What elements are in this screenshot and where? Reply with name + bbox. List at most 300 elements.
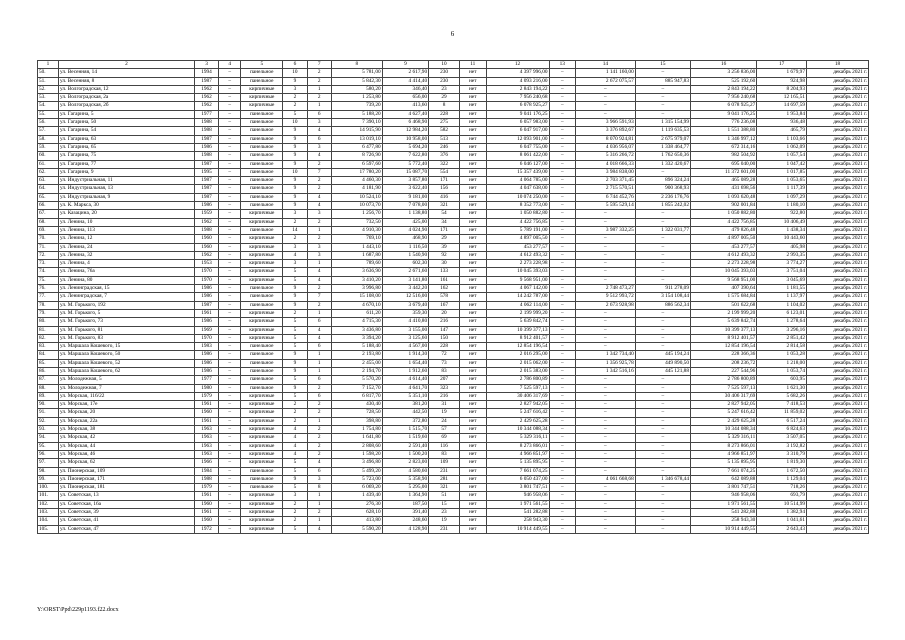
table-cell: нет: [460, 260, 487, 268]
table-cell: 1962: [194, 94, 218, 102]
table-cell: 2: [283, 517, 307, 525]
table-cell: 5: [283, 343, 307, 351]
table-cell: декабрь 2021 г.: [806, 218, 868, 226]
table-cell: 4: [307, 525, 331, 533]
table-cell: 10 914 449,55: [486, 525, 549, 533]
table-cell: 5 499,20: [331, 467, 382, 475]
table-cell: 10 514,99: [757, 500, 807, 508]
table-cell: –: [576, 334, 636, 342]
table-cell: –: [576, 442, 636, 450]
table-cell: 1 672,50: [757, 467, 807, 475]
table-cell: –: [219, 459, 241, 467]
table-cell: 5 316 266,72: [576, 152, 636, 160]
table-row: [38, 334, 869, 342]
table-cell: –: [219, 69, 241, 77]
table-cell: 513: [429, 135, 460, 143]
table-cell: 228: [429, 110, 460, 118]
table-cell: 3 774,27: [757, 260, 807, 268]
table-cell: ул. Индустриальная, 11: [58, 177, 194, 185]
table-row: [38, 417, 869, 425]
table-cell: 449 890,50: [635, 359, 690, 367]
table-cell: 7: [307, 293, 331, 301]
table-cell: нет: [460, 69, 487, 77]
table-cell: 84.: [38, 351, 59, 359]
table-cell: ул. Пионерская, 109: [58, 467, 194, 475]
table-cell: 5 590,20: [331, 525, 382, 533]
table-cell: 72: [429, 351, 460, 359]
table-cell: кирпичные: [241, 401, 283, 409]
table-row: [38, 268, 869, 276]
table-cell: 2 194,70: [331, 367, 382, 375]
table-cell: кирпичные: [241, 94, 283, 102]
table-cell: 14: [283, 226, 307, 234]
column-number-10: 10: [429, 61, 460, 69]
table-cell: 5 247 616,42: [690, 409, 756, 417]
table-cell: 9: [283, 177, 307, 185]
table-cell: 31: [429, 401, 460, 409]
table-cell: –: [549, 426, 576, 434]
table-cell: 1986: [194, 318, 218, 326]
table-cell: панельное: [241, 467, 283, 475]
table-cell: 3 622,40: [382, 185, 428, 193]
table-cell: 1962: [194, 218, 218, 226]
table-cell: декабрь 2021 г.: [806, 484, 868, 492]
table-cell: –: [219, 492, 241, 500]
table-cell: 187,50: [382, 500, 428, 508]
table-cell: 1 053,65: [757, 177, 807, 185]
table-cell: –: [576, 309, 636, 317]
table-cell: ул. Гагарина, 75: [58, 152, 194, 160]
table-cell: нет: [460, 285, 487, 293]
table-cell: 1961: [194, 509, 218, 517]
table-cell: 1963: [194, 450, 218, 458]
table-cell: 4 612 493,32: [486, 251, 549, 259]
table-cell: 3 141,80: [382, 276, 428, 284]
table-cell: 4 897 005,50: [486, 235, 549, 243]
table-cell: 62.: [38, 168, 59, 176]
table-cell: 628,10: [331, 509, 382, 517]
table-cell: –: [635, 509, 690, 517]
table-cell: 1 093 620,48: [690, 193, 756, 201]
table-cell: 53.: [38, 94, 59, 102]
table-cell: 2: [307, 409, 331, 417]
table-cell: 6 123,01: [757, 309, 807, 317]
table-cell: 3 496,80: [331, 459, 382, 467]
table-cell: кирпичные: [241, 218, 283, 226]
table-row: [38, 152, 869, 160]
table-cell: 4 641,70: [382, 384, 428, 392]
table-cell: 64.: [38, 185, 59, 193]
table-cell: –: [635, 326, 690, 334]
table-cell: 15: [429, 500, 460, 508]
table-cell: нет: [460, 193, 487, 201]
table-cell: панельное: [241, 301, 283, 309]
table-cell: –: [219, 359, 241, 367]
table-cell: декабрь 2021 г.: [806, 119, 868, 127]
table-cell: 1953: [194, 260, 218, 268]
table-cell: 275: [429, 119, 460, 127]
table-cell: 6 597,60: [331, 160, 382, 168]
table-cell: 1977: [194, 376, 218, 384]
table-cell: 728,50: [331, 409, 382, 417]
table-cell: 2 823,00: [382, 459, 428, 467]
table-row: [38, 467, 869, 475]
table-cell: –: [549, 401, 576, 409]
table-cell: 10 399 377,13: [690, 326, 756, 334]
table-cell: 1987: [194, 135, 218, 143]
table-cell: –: [576, 426, 636, 434]
table-cell: –: [549, 409, 576, 417]
table-cell: 29: [429, 94, 460, 102]
table-cell: 6 824,63: [757, 426, 807, 434]
table-row: [38, 343, 869, 351]
table-cell: 7 661 074,25: [486, 467, 549, 475]
table-row: [38, 326, 869, 334]
table-cell: –: [635, 442, 690, 450]
table-row: [38, 251, 869, 259]
table-cell: –: [635, 235, 690, 243]
table-cell: кирпичные: [241, 251, 283, 259]
table-cell: 9: [283, 367, 307, 375]
table-cell: ул. К. Маркса, 30: [58, 202, 194, 210]
table-cell: 60.: [38, 152, 59, 160]
table-cell: кирпичные: [241, 492, 283, 500]
table-cell: 3 310,79: [757, 450, 807, 458]
table-cell: 656,00: [382, 94, 428, 102]
table-row: [38, 110, 869, 118]
table-cell: декабрь 2021 г.: [806, 85, 868, 93]
table-row: [38, 384, 869, 392]
table-cell: 2: [283, 417, 307, 425]
table-row: [38, 185, 869, 193]
table-cell: 2: [307, 384, 331, 392]
table-cell: 80.: [38, 318, 59, 326]
table-cell: 104.: [38, 517, 59, 525]
table-row: [38, 285, 869, 293]
table-cell: 13 019,10: [331, 135, 382, 143]
table-cell: 100.: [38, 484, 59, 492]
table-cell: 2: [307, 434, 331, 442]
table-cell: 2: [283, 102, 307, 110]
table-cell: ул. Маршала Кошевого, 62: [58, 367, 194, 375]
table-cell: 1 382,94: [757, 509, 807, 517]
table-cell: –: [219, 351, 241, 359]
table-cell: 5 135 895,95: [690, 459, 756, 467]
table-cell: 5: [283, 392, 307, 400]
table-cell: 6: [307, 376, 331, 384]
table-cell: –: [549, 119, 576, 127]
table-cell: 66.: [38, 202, 59, 210]
table-cell: 6 047 755,00: [486, 143, 549, 151]
table-cell: 4: [283, 251, 307, 259]
table-cell: –: [219, 77, 241, 85]
table-cell: 116: [429, 442, 460, 450]
table-cell: –: [576, 517, 636, 525]
table-row: [38, 202, 869, 210]
table-cell: –: [549, 525, 576, 533]
table-cell: –: [219, 218, 241, 226]
table-cell: 57.: [38, 127, 59, 135]
table-cell: панельное: [241, 293, 283, 301]
table-cell: 776 236,08: [690, 119, 756, 127]
table-cell: 12 516,00: [382, 293, 428, 301]
table-cell: 946 958,06: [690, 492, 756, 500]
table-cell: 4: [307, 152, 331, 160]
table-cell: 73: [429, 359, 460, 367]
table-cell: –: [635, 110, 690, 118]
table-cell: кирпичные: [241, 334, 283, 342]
table-cell: 2: [307, 401, 331, 409]
table-cell: 3 442,20: [382, 285, 428, 293]
table-cell: 2: [283, 309, 307, 317]
table-cell: 9: [283, 135, 307, 143]
table-cell: 1 117,39: [757, 185, 807, 193]
table-cell: нет: [460, 326, 487, 334]
table-cell: –: [549, 168, 576, 176]
table-cell: 105.: [38, 525, 59, 533]
table-cell: 1 181,55: [757, 285, 807, 293]
table-cell: 732,50: [331, 218, 382, 226]
table-cell: ул. Советская, 13: [58, 492, 194, 500]
table-cell: 376: [429, 152, 460, 160]
table-cell: 216: [429, 392, 460, 400]
table-cell: 6 069,20: [331, 484, 382, 492]
table-cell: 2 236 176,76: [635, 193, 690, 201]
table-cell: 3 801 747,51: [486, 484, 549, 492]
table-cell: –: [635, 251, 690, 259]
table-row: [38, 309, 869, 317]
housing-repair-table: [37, 60, 869, 534]
table-cell: –: [576, 376, 636, 384]
table-row: [38, 218, 869, 226]
table-row: [38, 484, 869, 492]
table-cell: 4: [283, 442, 307, 450]
table-cell: ул. Казацина, 20: [58, 210, 194, 218]
table-cell: 7 956 240,68: [690, 94, 756, 102]
table-cell: –: [219, 301, 241, 309]
table-cell: –: [576, 102, 636, 110]
table-cell: 4 670,10: [331, 301, 382, 309]
table-cell: нет: [460, 110, 487, 118]
table-cell: 2 273 228,98: [486, 260, 549, 268]
table-cell: 1 041,61: [757, 517, 807, 525]
table-cell: –: [219, 293, 241, 301]
table-cell: 51.: [38, 77, 59, 85]
table-cell: 6 050 437,00: [486, 475, 549, 483]
table-cell: 54: [429, 210, 460, 218]
table-cell: 10 344 088,34: [486, 426, 549, 434]
table-cell: декабрь 2021 г.: [806, 343, 868, 351]
table-cell: 1 141 160,00: [576, 69, 636, 77]
table-cell: кирпичные: [241, 102, 283, 110]
table-cell: –: [549, 202, 576, 210]
table-cell: 9: [283, 185, 307, 193]
table-cell: –: [576, 218, 636, 226]
table-cell: 156: [429, 185, 460, 193]
table-cell: панельное: [241, 475, 283, 483]
table-cell: 5 188,20: [331, 110, 382, 118]
table-cell: –: [635, 484, 690, 492]
table-cell: ул. Морская, 46: [58, 450, 194, 458]
table-cell: 3 996,80: [331, 285, 382, 293]
table-cell: 1 047,42: [757, 160, 807, 168]
table-cell: –: [549, 301, 576, 309]
table-cell: 1988: [194, 127, 218, 135]
table-row: [38, 69, 869, 77]
table-row: [38, 293, 869, 301]
table-cell: 1 687,80: [331, 251, 382, 259]
table-cell: 8 061 422,00: [486, 152, 549, 160]
table-cell: ул. Молодежная, 7: [58, 384, 194, 392]
table-cell: 4 580,60: [382, 467, 428, 475]
table-cell: 1 443,10: [331, 243, 382, 251]
table-cell: 9: [283, 160, 307, 168]
table-cell: декабрь 2021 г.: [806, 168, 868, 176]
table-cell: 885 947,83: [635, 77, 690, 85]
table-cell: 4: [283, 426, 307, 434]
table-cell: 56.: [38, 119, 59, 127]
table-cell: 425,00: [382, 218, 428, 226]
table-cell: 468,90: [382, 235, 428, 243]
table-cell: 1961: [194, 417, 218, 425]
table-cell: –: [219, 384, 241, 392]
table-cell: 1 855 242,02: [635, 202, 690, 210]
table-cell: 7 152,70: [331, 384, 382, 392]
table-cell: ул. Советская, 16а: [58, 500, 194, 508]
table-cell: 2 015 383,00: [486, 367, 549, 375]
table-cell: –: [576, 509, 636, 517]
table-cell: ул. Ленина, 10: [58, 218, 194, 226]
table-cell: 9: [283, 351, 307, 359]
table-row: [38, 276, 869, 284]
table-cell: 14 915,90: [331, 127, 382, 135]
table-cell: декабрь 2021 г.: [806, 202, 868, 210]
table-cell: 9: [283, 475, 307, 483]
table-cell: 1960: [194, 409, 218, 417]
table-cell: 216: [429, 318, 460, 326]
table-row: [38, 235, 869, 243]
table-cell: –: [635, 268, 690, 276]
table-cell: 1 500,20: [382, 450, 428, 458]
table-row: [38, 525, 869, 533]
table-cell: –: [549, 102, 576, 110]
table-cell: 76.: [38, 285, 59, 293]
table-cell: –: [549, 392, 576, 400]
table-cell: 1986: [194, 367, 218, 375]
table-cell: декабрь 2021 г.: [806, 276, 868, 284]
table-cell: 69.: [38, 226, 59, 234]
column-number-17: 17: [757, 61, 807, 69]
table-row: [38, 509, 869, 517]
table-cell: –: [576, 434, 636, 442]
table-cell: 73.: [38, 260, 59, 268]
table-cell: 2 814,58: [757, 343, 807, 351]
table-cell: 1 912,60: [382, 367, 428, 375]
table-row: [38, 301, 869, 309]
table-cell: –: [576, 260, 636, 268]
table-cell: ул. Гагарина, 9: [58, 168, 194, 176]
table-cell: 1960: [194, 500, 218, 508]
table-cell: 3: [307, 119, 331, 127]
table-cell: 230: [429, 69, 460, 77]
table-cell: декабрь 2021 г.: [806, 309, 868, 317]
table-cell: 58.: [38, 135, 59, 143]
table-cell: 1986: [194, 202, 218, 210]
table-cell: 1 053,74: [757, 367, 807, 375]
table-cell: 9: [283, 359, 307, 367]
table-cell: 12 854 196,54: [690, 343, 756, 351]
table-cell: –: [576, 467, 636, 475]
table-cell: 20: [429, 309, 460, 317]
table-cell: декабрь 2021 г.: [806, 251, 868, 259]
table-cell: 88.: [38, 384, 59, 392]
table-cell: 1988: [194, 226, 218, 234]
table-cell: декабрь 2021 г.: [806, 235, 868, 243]
table-cell: нет: [460, 484, 487, 492]
table-cell: нет: [460, 177, 487, 185]
column-number-2: 2: [58, 61, 194, 69]
table-cell: 5: [283, 467, 307, 475]
table-cell: 4 612 493,32: [690, 251, 756, 259]
table-cell: 1 315 154,99: [635, 119, 690, 127]
table-cell: 3: [283, 85, 307, 93]
table-cell: нет: [460, 276, 487, 284]
table-cell: –: [219, 475, 241, 483]
table-cell: 231: [429, 525, 460, 533]
table-cell: 1 598,20: [331, 450, 382, 458]
table-cell: 7 661 074,25: [690, 467, 756, 475]
table-cell: 789,60: [331, 260, 382, 268]
table-row: [38, 392, 869, 400]
table-cell: 4: [283, 450, 307, 458]
table-cell: 1 971 561,55: [486, 500, 549, 508]
table-cell: 2 786 800,89: [486, 376, 549, 384]
table-cell: 1 519,60: [382, 434, 428, 442]
table-cell: 7: [307, 168, 331, 176]
table-cell: 453 277,57: [486, 243, 549, 251]
table-cell: 359,30: [382, 309, 428, 317]
table-cell: 5: [283, 110, 307, 118]
table-cell: 2 193,80: [331, 351, 382, 359]
table-cell: декабрь 2021 г.: [806, 143, 868, 151]
table-cell: –: [549, 450, 576, 458]
table-cell: –: [219, 251, 241, 259]
table-cell: 1 346 997,12: [690, 135, 756, 143]
table-cell: нет: [460, 417, 487, 425]
table-cell: 2 643,43: [757, 525, 807, 533]
table-cell: нет: [460, 301, 487, 309]
table-cell: –: [549, 318, 576, 326]
table-cell: 6: [307, 343, 331, 351]
table-cell: ул. Советская, 41: [58, 517, 194, 525]
table-cell: 695 040,00: [690, 160, 756, 168]
footer-file-path: Y:\ORST\Ppd\229p1193.f22.docx: [37, 607, 119, 613]
table-cell: 1961: [194, 492, 218, 500]
table-cell: 578: [429, 293, 460, 301]
table-cell: 51: [429, 492, 460, 500]
table-cell: декабрь 2021 г.: [806, 351, 868, 359]
table-cell: –: [219, 334, 241, 342]
table-cell: –: [219, 185, 241, 193]
table-header-row: [38, 61, 869, 69]
table-cell: 3 436,80: [331, 326, 382, 334]
table-cell: 281: [429, 475, 460, 483]
table-cell: 4 093 216,00: [486, 77, 549, 85]
table-cell: ул. Гагарина, 65: [58, 143, 194, 151]
table-cell: 5 295,00: [382, 484, 428, 492]
table-cell: 57: [429, 426, 460, 434]
table-cell: –: [549, 517, 576, 525]
